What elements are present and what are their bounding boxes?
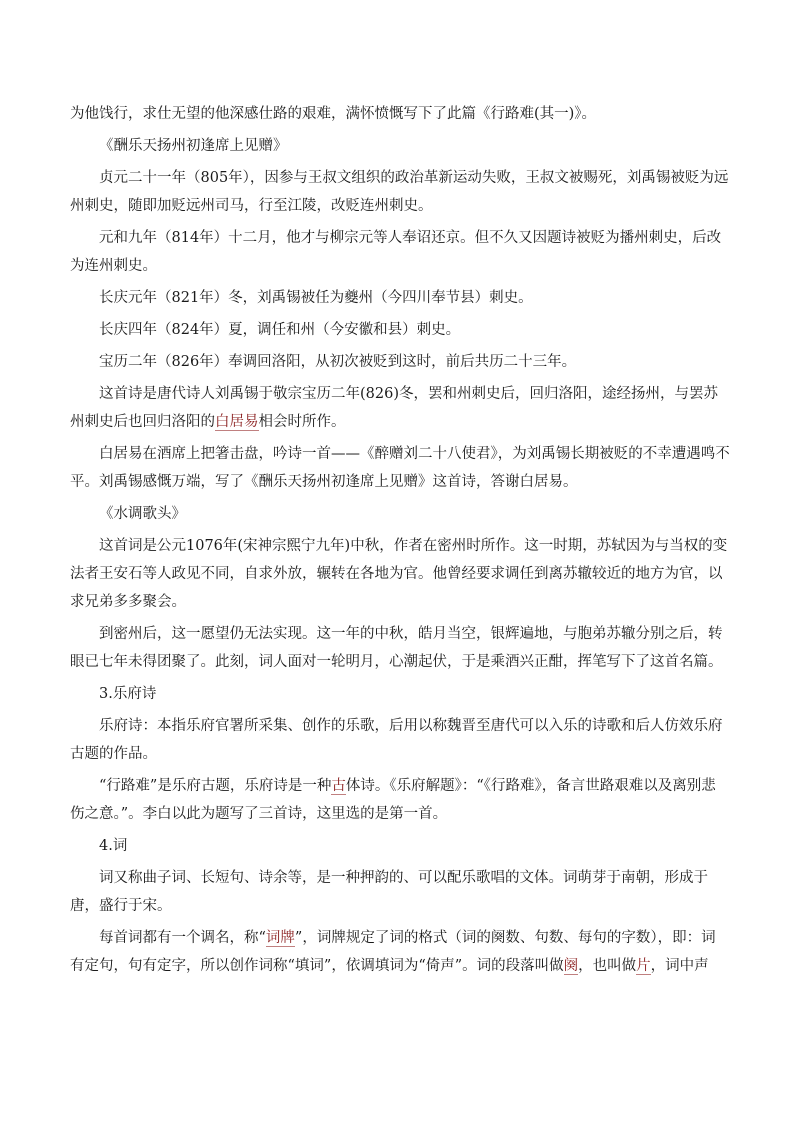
- text-run: 《酬乐天扬州初逢席上见赠》: [99, 138, 288, 154]
- highlighted-term: 白居易: [215, 414, 259, 430]
- text-run: 相会时所作。: [258, 414, 346, 430]
- paragraph: [70, 864, 730, 920]
- text-run: 长庆四年（824年）夏，调任和州（今安徽和县）刺史。: [99, 322, 461, 338]
- paragraph: [70, 924, 730, 980]
- paragraph: [70, 832, 730, 860]
- paragraph: [70, 772, 730, 828]
- text-run: 长庆元年（821年）冬，刘禹锡被任为夔州（今四川奉节县）刺史。: [99, 290, 533, 306]
- paragraph: [70, 132, 730, 160]
- highlighted-term: 古: [331, 778, 346, 794]
- paragraph: [70, 316, 730, 344]
- paragraph: [70, 164, 730, 220]
- text-run: ”，词牌规定了词的格式（词的阕数、句数、每句的字数），即：词有定句，句有定字，所以创作词称“填词”，依调填词为“倚声”。词的段落叫做: [70, 930, 716, 974]
- text-run: 宝历二年（826年）奉调回洛阳，从初次被贬到这时，前后共历二十三年。: [99, 354, 577, 370]
- paragraph: [70, 500, 730, 528]
- text-run: 这首诗是唐代诗人刘禹锡于敬宗宝历二年(826)冬，罢和州刺史后，回归洛阳，途经扬州，与罢苏州刺史后也回归洛阳的: [70, 386, 718, 430]
- highlighted-term: 阕: [563, 958, 579, 974]
- document-body: [70, 100, 730, 984]
- paragraph: [70, 100, 730, 128]
- text-run: 4.词: [99, 838, 128, 854]
- text-run: 这首词是公元1076年(宋神宗熙宁九年)中秋，作者在密州时所作。这一时期，苏轼因为与当权的变法者王安石等人政见不同，自求外放，辗转在各地为官。他曾经要求调任到离苏辙较近的地方为官，以求兄弟多多聚会。: [70, 538, 728, 610]
- text-run: 白居易在酒席上把箸击盘，吟诗一首——《醉赠刘二十八使君》，为刘禹锡长期被贬的不幸遭遇鸣不平。刘禹锡感慨万端，写了《酬乐天扬州初逢席上见赠》这首诗，答谢白居易。: [70, 446, 730, 490]
- text-run: 乐府诗：本指乐府官署所采集、创作的乐歌，后用以称魏晋至唐代可以入乐的诗歌和后人仿效乐府古题的作品。: [70, 718, 723, 762]
- paragraph: [70, 680, 730, 708]
- text-run: 每首词都有一个调名，称“: [99, 930, 266, 946]
- paragraph: [70, 440, 730, 496]
- text-run: 贞元二十一年（805年），因参与王叔文组织的政治革新运动失败，王叔文被赐死，刘禹锡被贬为远州刺史，随即加贬远州司马，行至江陵，改贬连州刺史。: [70, 170, 729, 214]
- highlighted-term: 片: [636, 958, 651, 974]
- paragraph: [70, 532, 730, 616]
- text-run: 体诗。《乐府解题》：“《行路难》，备言世路艰难以及离别悲伤之意。”。李白以此为题写了三首诗，这里选的是第一首。: [70, 778, 716, 822]
- paragraph: [70, 284, 730, 312]
- paragraph: [70, 712, 730, 768]
- text-run: 词又称曲子词、长短句、诗余等，是一种押韵的、可以配乐歌唱的文体。词萌芽于南朝，形成于唐，盛行于宋。: [70, 870, 708, 914]
- text-run: ，词中声: [650, 958, 709, 974]
- paragraph: [70, 620, 730, 676]
- text-run: ，也叫做: [578, 958, 637, 974]
- paragraph: [70, 380, 730, 436]
- text-run: 《水调歌头》: [99, 506, 186, 522]
- text-run: 到密州后，这一愿望仍无法实现。这一年的中秋，皓月当空，银辉遍地，与胞弟苏辙分别之后，转眼已七年未得团聚了。此刻，词人面对一轮明月，心潮起伏，于是乘酒兴正酣，挥笔写下了这首名篇。: [70, 626, 723, 670]
- text-run: 元和九年（814年）十二月，他才与柳宗元等人奉诏还京。但不久又因题诗被贬为播州刺史，后改为连州刺史。: [70, 230, 722, 274]
- highlighted-term: 词牌: [265, 930, 295, 946]
- text-run: 为他饯行，求仕无望的他深感仕路的艰难，满怀愤慨写下了此篇《行路难(其一)》。: [70, 106, 597, 122]
- text-run: 3.乐府诗: [99, 686, 157, 702]
- paragraph: [70, 224, 730, 280]
- text-run: “行路难”是乐府古题，乐府诗是一种: [99, 778, 332, 794]
- paragraph: [70, 348, 730, 376]
